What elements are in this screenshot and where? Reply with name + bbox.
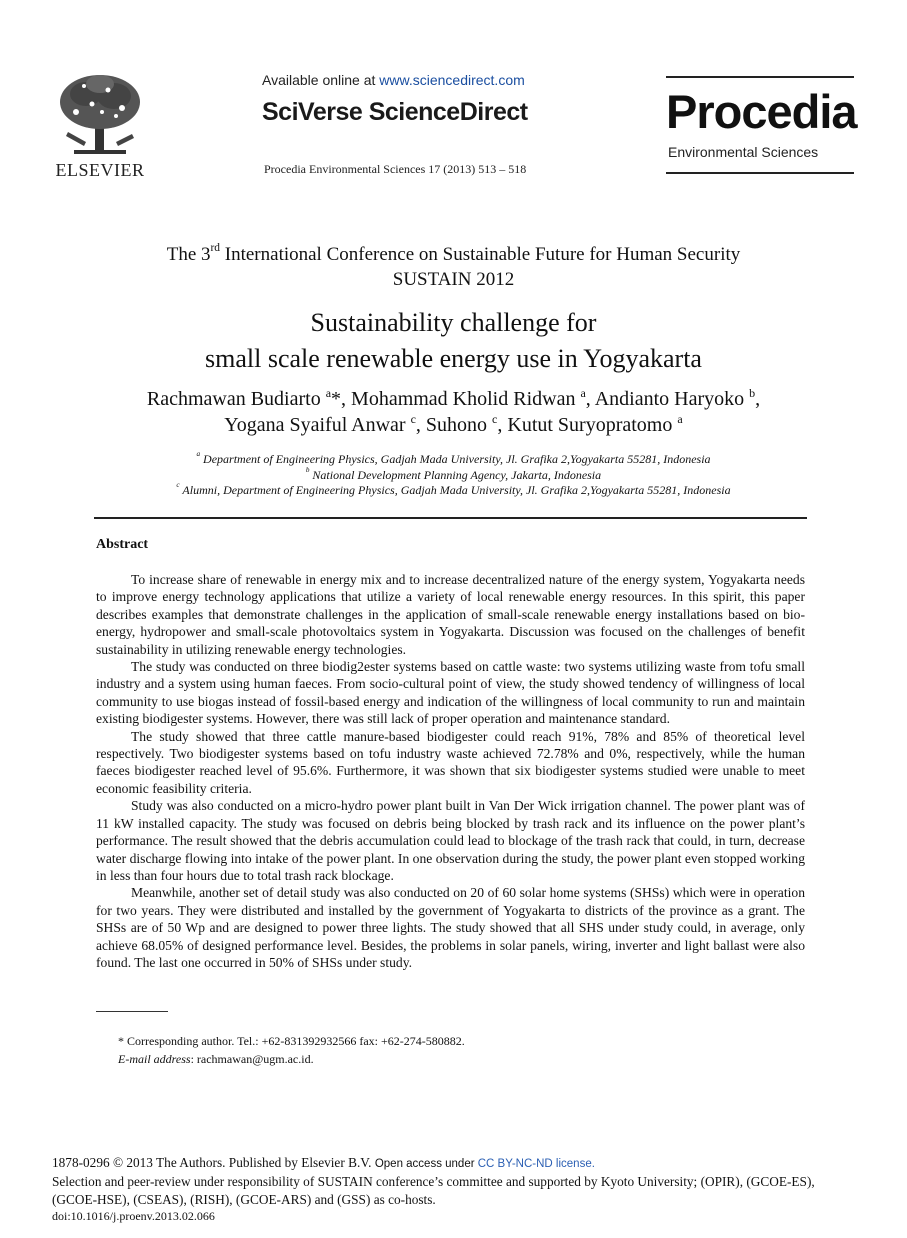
abstract-body bbox=[96, 571, 805, 971]
open-access-text: Open access under bbox=[374, 1158, 478, 1170]
author-name: Mohammad Kholid Ridwan bbox=[351, 388, 581, 410]
procedia-bottom-rule bbox=[666, 172, 854, 174]
author-affiliation-mark: a bbox=[580, 386, 586, 400]
copyright-text: 1878-0296 © 2013 The Authors. Published by Elsevier B.V. bbox=[52, 1155, 375, 1170]
author-name: Suhono bbox=[425, 414, 493, 436]
affiliation-c bbox=[0, 483, 907, 498]
affiliation-b bbox=[0, 468, 907, 483]
sciencedirect-link[interactable]: www.sciencedirect.com bbox=[379, 72, 525, 88]
author-affiliation-mark: b bbox=[749, 386, 756, 400]
journal-reference: Procedia Environmental Sciences 17 (2013) 513 – 518 bbox=[264, 162, 527, 176]
author-separator: *, bbox=[331, 388, 352, 410]
conference-name bbox=[0, 244, 907, 266]
procedia-subtitle: Environmental Sciences bbox=[668, 144, 819, 160]
header-divider bbox=[94, 517, 807, 519]
authors-line-2 bbox=[0, 414, 907, 437]
email-label: E-mail address bbox=[118, 1052, 191, 1066]
sciverse-sciencedirect-logo: SciVerse ScienceDirect bbox=[262, 98, 528, 126]
copyright-line bbox=[52, 1154, 852, 1173]
authors-line-1 bbox=[0, 388, 907, 411]
affiliation-text: National Development Planning Agency, Jakarta, Indonesia bbox=[309, 468, 602, 482]
peer-review-statement: Selection and peer-review under responsibility of SUSTAIN conference’s committee and supported by Kyoto University; (OPIR), (GCOE-ES), (GCOE-HSE), (CSEAS), (RISH), (GCOE-ARS) and (GSS) as co-hosts. bbox=[52, 1174, 815, 1207]
email-separator: : bbox=[190, 1052, 197, 1066]
available-prefix: Available online at bbox=[262, 72, 380, 88]
procedia-wordmark: Procedia bbox=[666, 85, 857, 138]
abstract-paragraph: The study showed that three cattle manure-based biodigester could reach 91%, 78% and 85% of theoretical level respectively. Two biodigester systems based on tofu industry waste achieved 72.78% and 0%, respectively, while the human faeces biodigester reached level of 95.6%. Furthermore, it was shown that six biodigester systems studied were unable to meet economic feasibility criteria. bbox=[96, 728, 805, 796]
elsevier-tree-icon bbox=[56, 72, 144, 158]
procedia-logo bbox=[666, 76, 857, 174]
author-name: Andianto Haryoko bbox=[594, 388, 750, 410]
author-name: Yogana Syaiful Anwar bbox=[224, 414, 411, 436]
elsevier-logo bbox=[50, 72, 150, 182]
author-affiliation-mark: a bbox=[325, 386, 332, 400]
conference-ordinal: rd bbox=[210, 242, 221, 254]
author-separator: , bbox=[585, 388, 595, 410]
author-affiliation-mark: c bbox=[410, 412, 416, 426]
affiliation-text: Department of Engineering Physics, Gadjah Mada University, Jl. Grafika 2,Yogyakarta 55281, Indonesia bbox=[200, 452, 711, 466]
available-online-line bbox=[262, 72, 525, 88]
affiliation-mark: b bbox=[305, 466, 310, 474]
author-name: Kutut Suryopratomo bbox=[507, 414, 678, 436]
affiliation-mark: a bbox=[196, 450, 201, 458]
affiliation-text: Alumni, Department of Engineering Physics, Gadjah Mada University, Jl. Grafika 2,Yogyakarta 55281, Indonesia bbox=[179, 483, 731, 497]
author-name: Rachmawan Budiarto bbox=[146, 388, 326, 410]
doi[interactable]: doi:10.1016/j.proenv.2013.02.066 bbox=[52, 1209, 215, 1224]
affiliation-mark: c bbox=[176, 481, 180, 489]
abstract-paragraph: Study was also conducted on a micro-hydro power plant built in Van Der Wick irrigation channel. The power plant was of 11 kW installed capacity. The study was focused on debris being blocked by trash rack and its influence on the power plant’s performance. The result showed that the debris accumulation could lead to blockage of the trash rack that could, in turn, decrease water discharge flowing into intake of the power plant. In one observation during the study, the power plant even stopped working in less than four hours due to total trash rack blockage. bbox=[96, 798, 805, 883]
footnote-divider bbox=[96, 1011, 168, 1012]
abstract-paragraph: To increase share of renewable in energy mix and to increase decentralized nature of the energy system, Yogyakarta needs to improve energy technology applications that utilize a variety of local renewable energy resources. In this spirit, this paper describes examples that demonstrate challenges in the application of small-scale renewable energy installations based on bio-energy, hydropower and small-scale photovoltaics system in Yogyakarta. Discussion was focused on the challenges of benefit sustainability in utilizing renewable energy technologies. bbox=[96, 572, 805, 657]
affiliation-a bbox=[0, 452, 907, 467]
author-separator: , bbox=[755, 388, 761, 410]
email-note bbox=[118, 1052, 314, 1067]
paper-title-line-1: Sustainability challenge for bbox=[310, 308, 597, 337]
elsevier-wordmark: ELSEVIER bbox=[55, 160, 145, 180]
corresponding-author-note: * Corresponding author. Tel.: +62-831392932566 fax: +62-274-580882. bbox=[118, 1034, 465, 1048]
email-address[interactable]: rachmawan@ugm.ac.id. bbox=[196, 1052, 314, 1066]
conference-short-name: SUSTAIN 2012 bbox=[392, 269, 515, 290]
abstract-paragraph: The study was conducted on three biodig2ester systems based on cattle waste: two systems utilizing waste from tofu small industry and a system using human faeces. From socio-cultural point of view, the study showed tendency of willingness of local community to use biogas instead of fossil-based energy and indication of the willingness of local community to run and maintain existing biodigester systems. However, there was still lack of proper operation and maintenance standard. bbox=[96, 659, 805, 727]
page-footer bbox=[52, 1154, 852, 1226]
author-affiliation-mark: a bbox=[677, 412, 683, 426]
conference-prefix: The 3 bbox=[166, 244, 211, 265]
abstract-heading: Abstract bbox=[96, 537, 149, 552]
license-link[interactable]: CC BY-NC-ND license. bbox=[477, 1158, 595, 1170]
abstract-paragraph: Meanwhile, another set of detail study was also conducted on 20 of 60 solar home systems (SHSs) which were in operation for two years. They were distributed and installed by the government of Yogyakarta to districts of the province as a grant. The SHSs are of 50 Wp and are designed to power three lights. The study showed that all SHS under study could, in average, only achieve 68.05% of designed performance level. Besides, the problems in solar panels, wiring, inverter and light ballast were also found. The last one occurred in 50% of SHSs under study. bbox=[96, 885, 805, 970]
author-affiliation-mark: c bbox=[492, 412, 498, 426]
conference-suffix: International Conference on Sustainable Future for Human Security bbox=[220, 244, 741, 265]
author-separator: , bbox=[415, 414, 426, 436]
procedia-top-rule bbox=[666, 76, 854, 78]
author-separator: , bbox=[497, 414, 508, 436]
paper-title-line-2: small scale renewable energy use in Yogyakarta bbox=[205, 344, 702, 373]
